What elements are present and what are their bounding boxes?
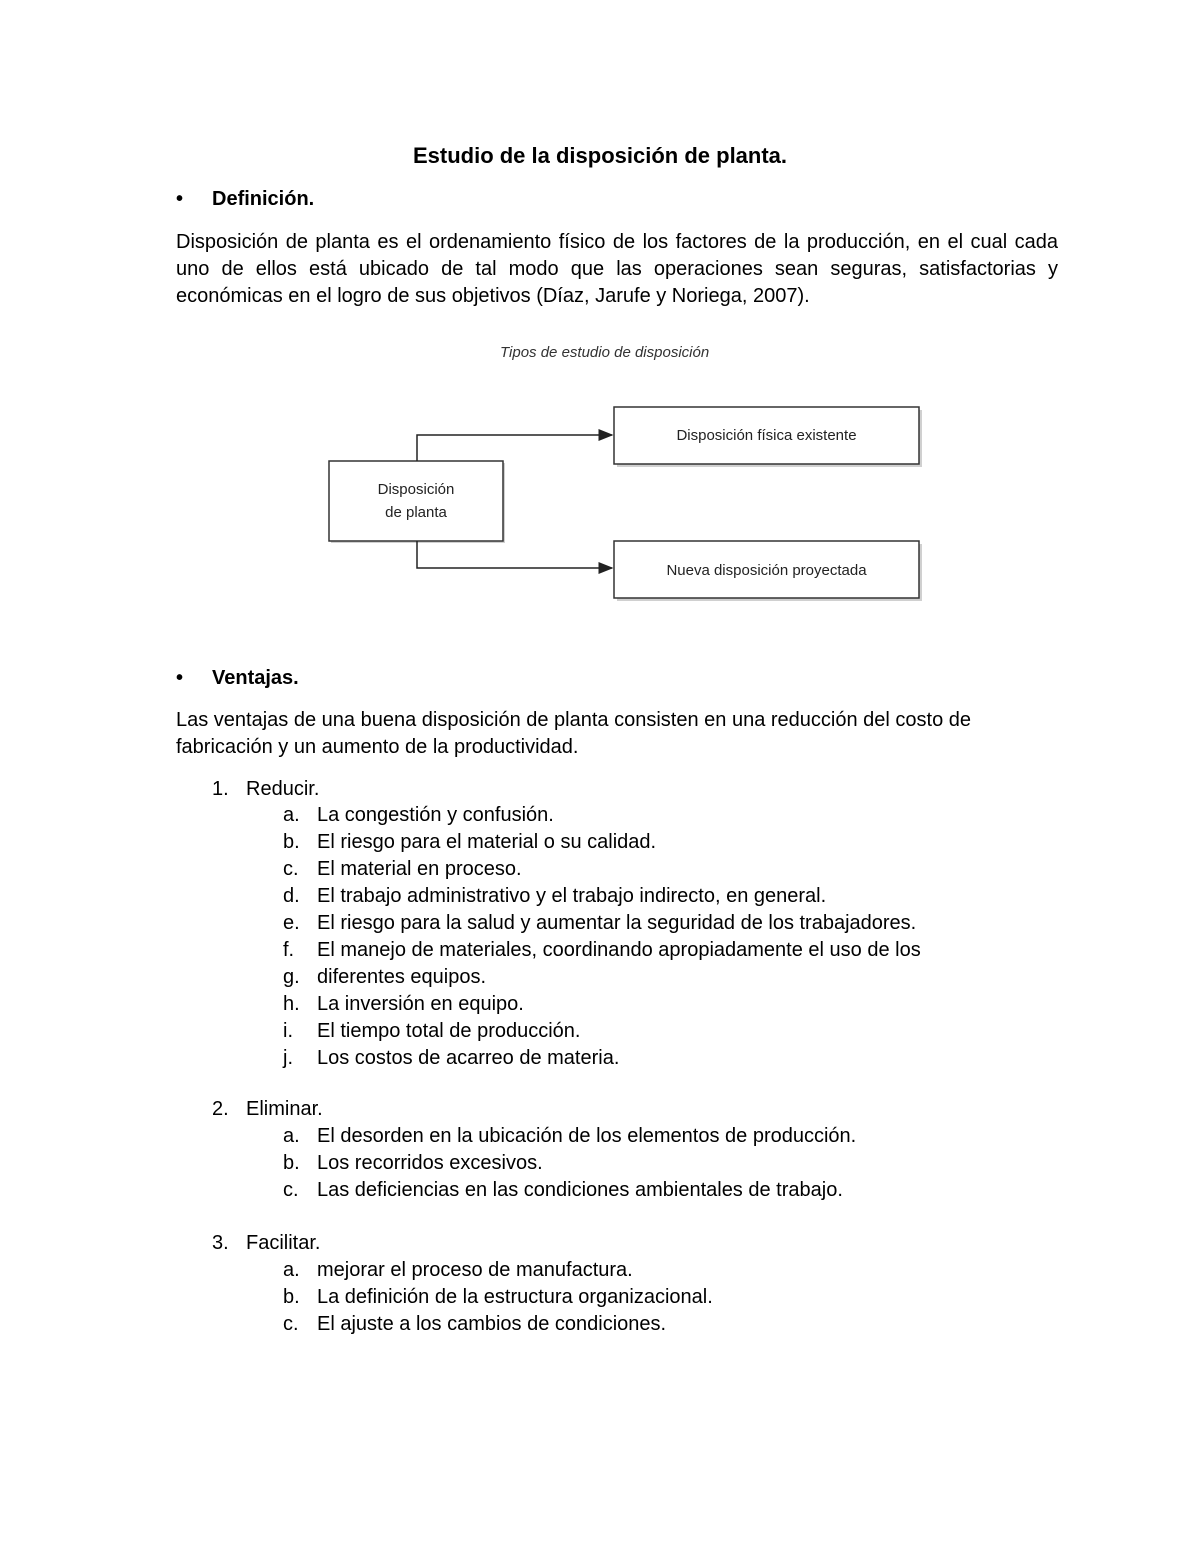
target-bottom-label: Nueva disposición proyectada bbox=[666, 562, 867, 579]
list-group-label: Reducir. bbox=[246, 778, 320, 800]
list-item: h. La inversión en equipo. bbox=[283, 993, 524, 1015]
ventajas-paragraph: Las ventajas de una buena disposición de planta consisten en una reducción del costo de fabricación y un aumento de la productividad. bbox=[176, 709, 972, 758]
list-item: b. El riesgo para el material o su calidad. bbox=[283, 831, 657, 853]
facilitar-items bbox=[283, 1257, 713, 1338]
diagram-title: Tipos de estudio de disposición bbox=[500, 344, 710, 361]
list-number: 2. bbox=[212, 1098, 229, 1120]
bullet-icon: • bbox=[176, 667, 184, 689]
ventajas-heading-text: Ventajas. bbox=[212, 667, 299, 689]
list-item: e. El riesgo para la salud y aumentar la seguridad de los trabajadores. bbox=[283, 912, 917, 934]
list-item: c. El ajuste a los cambios de condiciones. bbox=[283, 1313, 667, 1335]
list-item: f. El manejo de materiales, coordinando apropiadamente el uso de los bbox=[283, 939, 921, 961]
definicion-heading-text: Definición. bbox=[212, 188, 315, 210]
source-box-line2: de planta bbox=[385, 504, 447, 521]
list-item: c. Las deficiencias en las condiciones ambientales de trabajo. bbox=[283, 1179, 843, 1201]
source-box-line1: Disposición bbox=[377, 481, 455, 498]
list-group-reducir bbox=[212, 778, 319, 801]
list-group-label: Facilitar. bbox=[246, 1232, 321, 1254]
list-item: d. El trabajo administrativo y el trabajo indirecto, en general. bbox=[283, 885, 827, 907]
list-item: j. Los costos de acarreo de materia. bbox=[283, 1047, 620, 1069]
list-item: b. La definición de la estructura organizacional. bbox=[283, 1286, 713, 1308]
list-number: 1. bbox=[212, 778, 229, 800]
connector-bottom bbox=[417, 541, 612, 568]
source-box-label bbox=[329, 478, 503, 524]
reducir-items bbox=[283, 802, 921, 1072]
connector-top bbox=[417, 435, 612, 461]
list-item: g. diferentes equipos. bbox=[283, 966, 487, 988]
list-item: a. El desorden en la ubicación de los elementos de producción. bbox=[283, 1125, 857, 1147]
list-item: c. El material en proceso. bbox=[283, 858, 522, 880]
list-item: i. El tiempo total de producción. bbox=[283, 1020, 581, 1042]
target-top-label: Disposición física existente bbox=[676, 427, 857, 444]
list-item: a. La congestión y confusión. bbox=[283, 804, 554, 826]
list-group-label: Eliminar. bbox=[246, 1098, 323, 1120]
list-group-facilitar bbox=[212, 1232, 320, 1255]
list-number: 3. bbox=[212, 1232, 229, 1254]
list-group-eliminar bbox=[212, 1098, 323, 1121]
eliminar-items bbox=[283, 1123, 856, 1204]
list-item: a. mejorar el proceso de manufactura. bbox=[283, 1259, 633, 1281]
bullet-icon: • bbox=[176, 188, 184, 210]
definicion-paragraph: Disposición de planta es el ordenamiento físico de los factores de la producción, en el cual cada uno de ellos está ubicado de tal modo que las operaciones sean seguras, satisfactorias y económicas en el logro de sus objetivos (Díaz, Jarufe y Noriega, 2007). bbox=[176, 231, 1058, 307]
ventajas-heading bbox=[176, 667, 299, 690]
list-item: b. Los recorridos excesivos. bbox=[283, 1152, 543, 1174]
page-title: Estudio de la disposición de planta. bbox=[412, 143, 788, 168]
